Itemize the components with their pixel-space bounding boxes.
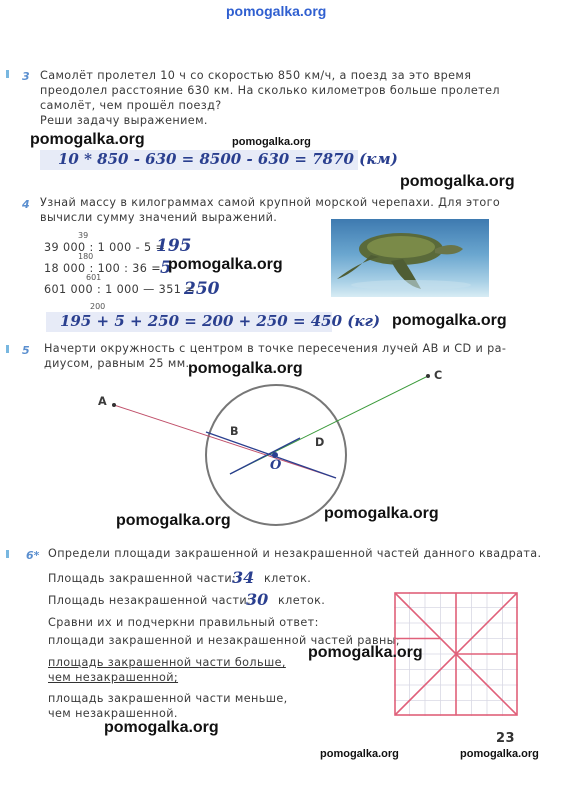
sum-note: 200	[90, 302, 106, 311]
task6-number-digit: 6	[26, 549, 34, 562]
unshaded-unit: клеток.	[278, 594, 326, 607]
watermark-small: pomogalka.org	[460, 748, 539, 760]
label-c: C	[434, 369, 443, 382]
task4-line2: вычисли сумму значений выражений.	[40, 211, 278, 224]
label-d: D	[315, 436, 325, 449]
expr1: 39 000 : 1 000 - 5 =	[44, 241, 166, 254]
watermark: pomogalka.org	[30, 131, 145, 148]
segment-cd-inner	[230, 438, 300, 474]
watermark: pomogalka.org	[392, 312, 507, 329]
option2-line1: площадь закрашенной части больше,	[48, 656, 286, 669]
watermark: pomogalka.org	[116, 512, 231, 529]
page-number: 23	[496, 731, 515, 746]
option1: площади закрашенной и незакрашенной частей равны;	[48, 634, 401, 647]
watermark: pomogalka.org	[104, 719, 219, 736]
expr3-note: 601	[86, 273, 102, 282]
task3-line2: преодолел расстояние 630 км. На сколько километров больше пролетел	[40, 84, 500, 97]
expr1-answer: 195	[156, 236, 192, 256]
task6-star: *	[33, 549, 40, 562]
expr2-note: 180	[78, 252, 94, 261]
expr2-answer: 5	[160, 258, 172, 278]
point-a	[112, 403, 116, 407]
label-b: B	[230, 425, 239, 438]
label-a: A	[98, 395, 108, 408]
unshaded-label: Площадь незакрашенной части:	[48, 594, 252, 607]
expr3: 601 000 : 1 000 — 351 =	[44, 283, 195, 296]
watermark: pomogalka.org	[324, 505, 439, 522]
ray-ab	[114, 405, 336, 478]
watermark-small: pomogalka.org	[320, 748, 399, 760]
task6-number	[26, 549, 39, 562]
task3-number: 3	[22, 70, 30, 83]
shaded-value: 34	[232, 568, 255, 587]
compare-text: Сравни их и подчеркни правильный ответ:	[48, 616, 319, 629]
task4-answer: 195 + 5 + 250 = 200 + 250 = 450 (кг)	[60, 312, 381, 330]
point-c	[426, 374, 430, 378]
margin-marker	[6, 550, 9, 558]
option2-line2: чем незакрашенной;	[48, 671, 179, 684]
task3-line4: Реши задачу выражением.	[40, 114, 208, 127]
task5-line1: Начерти окружность с центром в точке пересечения лучей AB и CD и ра-	[44, 342, 507, 355]
task6-line1: Определи площади закрашенной и незакрашенной частей данного квадрата.	[48, 547, 542, 560]
task3-line1: Самолёт пролетел 10 ч со скоростью 850 км/ч, а поезд за это время	[40, 69, 472, 82]
unshaded-value: 30	[246, 590, 269, 609]
watermark: pomogalka.org	[188, 360, 303, 377]
expr2: 18 000 : 100 : 36 =	[44, 262, 162, 275]
watermark: pomogalka.org	[308, 644, 423, 661]
task4-number: 4	[22, 198, 30, 211]
shaded-unit: клеток.	[264, 572, 312, 585]
task4-line1: Узнай массу в килограммах самой крупной морской черепахи. Для этого	[40, 196, 501, 209]
watermark: pomogalka.org	[400, 173, 515, 190]
task3-line3: самолёт, чем прошёл поезд?	[40, 99, 222, 112]
task3-answer: 10 * 850 - 630 = 8500 - 630 = 7870 (км)	[58, 150, 398, 168]
watermark-small: pomogalka.org	[232, 136, 311, 148]
label-o: O	[270, 458, 282, 473]
option3-line2: чем незакрашенной.	[48, 707, 178, 720]
watermark: pomogalka.org	[168, 256, 283, 273]
expr3-answer: 250	[184, 279, 220, 299]
watermark-top: pomogalka.org	[226, 3, 327, 19]
option3-line1: площадь закрашенной части меньше,	[48, 692, 288, 705]
task5-number: 5	[22, 344, 30, 357]
expr1-note: 39	[78, 231, 89, 240]
task5-line2: диусом, равным 25 мм.	[44, 357, 190, 370]
shaded-label: Площадь закрашенной части:	[48, 572, 237, 585]
